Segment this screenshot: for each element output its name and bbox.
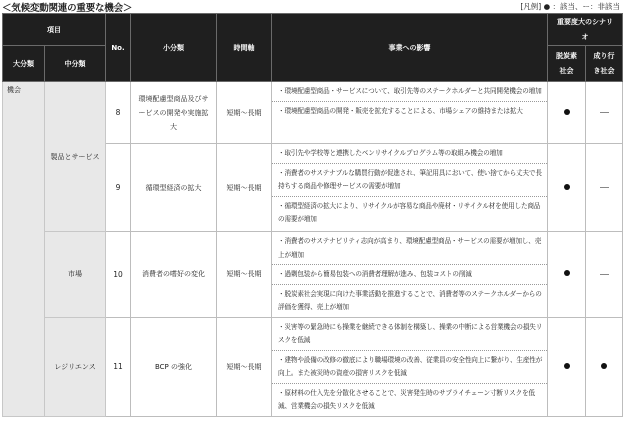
decarbonized-mark <box>548 317 586 416</box>
timeframe: 短期～長期 <box>217 317 272 416</box>
impact-cell <box>272 317 548 416</box>
business-as-usual-mark <box>586 82 623 144</box>
business-as-usual-dot-icon <box>601 363 607 369</box>
impact-item: ・環境配慮型商品・サービスについて、取引先等のステークホルダーと共同開発機会の増加 <box>272 82 547 102</box>
table-row <box>3 232 623 318</box>
header-decarbonized: 脱炭素社会 <box>548 46 586 82</box>
decarbonized-mark <box>548 144 586 232</box>
decarbonized-dot-icon <box>564 184 570 190</box>
row-number: 8 <box>106 82 131 144</box>
row-number: 11 <box>106 317 131 416</box>
header-major: 大分類 <box>3 46 45 82</box>
business-as-usual-mark <box>586 144 623 232</box>
timeframe: 短期～長期 <box>217 144 272 232</box>
subcategory: 消費者の嗜好の変化 <box>131 232 217 318</box>
header-item: 項目 <box>3 14 106 46</box>
row-number: 10 <box>106 232 131 318</box>
header-subcategory: 小分類 <box>131 14 217 82</box>
middle-category: レジリエンス <box>45 317 106 416</box>
row-number: 9 <box>106 144 131 232</box>
subcategory: 循環型経済の拡大 <box>131 144 217 232</box>
timeframe: 短期～長期 <box>217 82 272 144</box>
business-as-usual-mark <box>586 232 623 318</box>
timeframe: 短期～長期 <box>217 232 272 318</box>
decarbonized-mark <box>548 232 586 318</box>
header-no: No. <box>106 14 131 82</box>
impact-item: ・取引先や学校等と連携したベンリサイクルプログラム等の取組み機会の増加 <box>272 144 547 164</box>
business-as-usual-dash-icon <box>600 187 609 188</box>
impact-cell <box>272 82 548 144</box>
header-impact: 事業への影響 <box>272 14 548 82</box>
impact-cell <box>272 232 548 318</box>
header-timeframe: 時間軸 <box>217 14 272 82</box>
legend: [凡例] ● ：該当、ー：非該当 <box>520 2 620 11</box>
impact-cell <box>272 144 548 232</box>
impact-item: ・建物や設備の改修の徹底により職場環境の改善、従業員の安全性向上に繋がり、生産性が向上。また被災時の資産の損害リスクを低減 <box>272 351 547 384</box>
business-as-usual-dash-icon <box>600 112 609 113</box>
subcategory: BCP の強化 <box>131 317 217 416</box>
header-middle: 中分類 <box>45 46 106 82</box>
impact-item: ・災害等の緊急時にも操業を継続できる体制を構築し、操業の中断による営業機会の損失リスクを低減 <box>272 318 547 351</box>
middle-category: 製品とサービス <box>45 82 106 232</box>
decarbonized-dot-icon <box>564 109 570 115</box>
subcategory: 環境配慮型商品及びサービスの開発や実施拡大 <box>131 82 217 144</box>
header-importance: 重要度大のシナリオ <box>548 14 623 46</box>
impact-item: ・環境配慮型商品の開発・販売を拡充することによる、市場シェアの維持または拡大 <box>278 106 523 115</box>
impact-item: ・過剰包装から簡易包装への消費者理解が進み、包装コストの削減 <box>272 265 547 285</box>
page-title: ＜気候変動関連の重要な機会＞ <box>2 3 133 14</box>
header-business-as-usual: 成り行き社会 <box>586 46 623 82</box>
decarbonized-dot-icon <box>564 270 570 276</box>
business-as-usual-mark <box>586 317 623 416</box>
opportunities-table <box>2 13 623 417</box>
table-row <box>3 82 623 144</box>
impact-item: ・消費者のサステナブルな購買行動が促進され、筆記用具において、使い捨てから丈夫で長持ちする商品や修理サービスの需要が増加 <box>272 164 547 197</box>
business-as-usual-dash-icon <box>600 274 609 275</box>
major-category: 機会 <box>3 82 45 417</box>
middle-category: 市場 <box>45 232 106 318</box>
impact-item: ・原材料の仕入先を分散化させることで、災害発生時のサプライチェーン寸断リスクを低減、営業機会の損失リスクを低減 <box>278 388 535 410</box>
decarbonized-mark <box>548 82 586 144</box>
decarbonized-dot-icon <box>564 363 570 369</box>
impact-item: ・脱炭素社会実現に向けた事業活動を推進することで、消費者等のステークホルダーからの評価を獲得、売上が増加 <box>278 289 542 311</box>
impact-item: ・循環型経済の拡大により、リサイクルが容易な商品や廃材・リサイクル材を使用した商品の需要が増加 <box>278 201 541 223</box>
impact-item: ・消費者のサステナビリティ志向が高まり、環境配慮型商品・サービスの需要が増加し、売上が増加 <box>272 232 547 265</box>
table-row <box>3 317 623 416</box>
